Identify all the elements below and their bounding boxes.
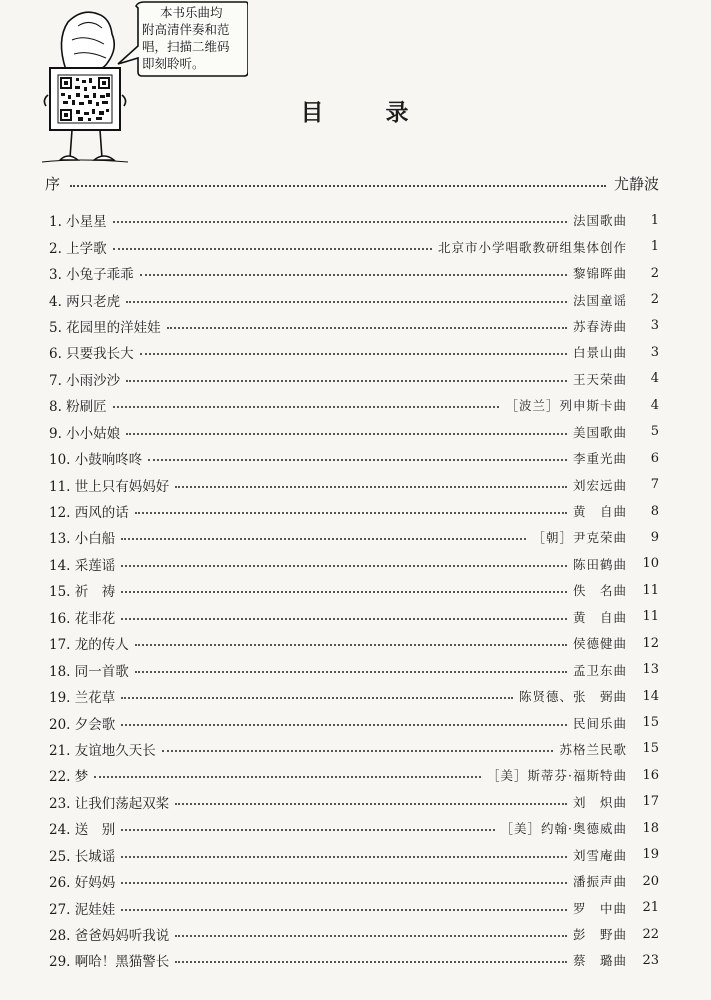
toc-entry[interactable]	[49, 683, 659, 709]
toc-entry[interactable]	[49, 313, 659, 339]
toc-entry[interactable]	[49, 551, 659, 577]
song-credit: 美国歌曲	[572, 424, 627, 440]
toc-entry[interactable]	[49, 894, 659, 920]
dot-leader	[126, 301, 567, 303]
song-title: 7. 小雨沙沙	[49, 372, 121, 389]
page-number: 22	[642, 926, 659, 942]
song-title: 3. 小兔子乖乖	[49, 267, 134, 284]
song-credit: 黄 自曲	[572, 609, 627, 625]
song-title: 12. 西风的话	[49, 505, 129, 522]
song-credit: ［美］斯蒂芬·福斯特曲	[487, 768, 627, 784]
page-number: 1	[650, 212, 659, 228]
song-title: 14. 采莲谣	[49, 557, 116, 574]
table-of-contents	[49, 207, 659, 974]
bubble-line: 即刻聆听。	[142, 56, 205, 71]
page-number: 13	[642, 662, 659, 678]
song-credit: 苏格兰民歌	[559, 741, 627, 757]
dot-leader	[135, 644, 567, 646]
song-title: 27. 泥娃娃	[49, 901, 116, 918]
song-credit: 潘振声曲	[572, 874, 627, 890]
dot-leader	[148, 459, 567, 461]
song-credit: 法国歌曲	[572, 213, 627, 229]
song-credit: 法国童谣	[572, 292, 627, 308]
dot-leader	[126, 433, 567, 435]
page-number: 17	[642, 794, 659, 810]
song-title: 15. 祈 祷	[49, 584, 116, 601]
preface-label: 序	[45, 174, 61, 193]
toc-entry[interactable]	[49, 392, 659, 418]
bubble-line: 附高清伴奏和范	[142, 22, 230, 37]
toc-entry[interactable]	[49, 207, 659, 233]
toc-entry[interactable]	[49, 815, 659, 841]
song-credit: 陈贤德、张 弼曲	[518, 689, 627, 705]
song-title: 16. 花非花	[49, 610, 116, 627]
song-title: 24. 送 别	[49, 822, 116, 839]
page-number: 8	[650, 503, 659, 519]
song-credit: 陈田鹤曲	[572, 556, 627, 572]
page-number: 3	[650, 318, 659, 334]
page-number: 2	[650, 292, 659, 308]
song-title: 28. 爸爸妈妈听我说	[49, 928, 170, 945]
dot-leader	[175, 961, 567, 963]
song-credit: 苏春涛曲	[572, 318, 627, 334]
dot-leader	[167, 327, 567, 329]
dot-leader	[113, 248, 432, 250]
page-number: 6	[650, 450, 659, 466]
song-title: 9. 小小姑娘	[49, 425, 121, 442]
page-number: 7	[650, 477, 659, 493]
dot-leader	[121, 882, 567, 884]
toc-entry[interactable]	[49, 260, 659, 286]
dot-leader	[121, 829, 494, 831]
dot-leader	[135, 512, 567, 514]
song-credit: 黄 自曲	[572, 504, 627, 520]
toc-entry[interactable]	[49, 419, 659, 445]
song-credit: 罗 中曲	[572, 900, 627, 916]
song-credit: 黎锦晖曲	[572, 266, 627, 282]
toc-entry[interactable]	[49, 524, 659, 550]
dot-leader	[94, 776, 481, 778]
dot-leader	[121, 697, 513, 699]
song-title: 21. 友谊地久天长	[49, 742, 156, 759]
page-number: 4	[650, 397, 659, 413]
dot-leader	[113, 221, 567, 223]
page-number: 12	[642, 635, 659, 651]
page-number: 2	[650, 265, 659, 281]
song-title: 18. 同一首歌	[49, 663, 129, 680]
page-number: 21	[642, 900, 659, 916]
toc-entry[interactable]	[49, 498, 659, 524]
song-title: 26. 好妈妈	[49, 875, 116, 892]
page-number: 15	[642, 715, 659, 731]
speech-bubble-text	[142, 4, 250, 72]
toc-entry[interactable]	[49, 233, 659, 259]
dot-leader	[121, 565, 567, 567]
page-title: 目录	[300, 100, 471, 126]
page-number: 11	[642, 582, 659, 598]
song-credit: 白景山曲	[572, 345, 627, 361]
song-credit: 民间乐曲	[572, 715, 627, 731]
bubble-line: 本书乐曲均	[160, 5, 223, 20]
dot-leader	[121, 724, 567, 726]
page-number: 1	[650, 239, 659, 255]
song-title: 20. 夕会歌	[49, 716, 116, 733]
toc-entry[interactable]	[49, 630, 659, 656]
preface-author: 尤静波	[613, 174, 659, 193]
page-number: 19	[642, 847, 659, 863]
preface-entry[interactable]	[45, 170, 659, 196]
page-number: 9	[650, 529, 659, 545]
song-credit: ［朝］尹克荣曲	[532, 530, 627, 546]
page-number: 18	[642, 820, 659, 836]
toc-entry[interactable]	[49, 656, 659, 682]
song-title: 1. 小星星	[49, 214, 107, 231]
dot-leader	[162, 750, 554, 752]
toc-entry[interactable]	[49, 471, 659, 497]
song-title: 11. 世上只有妈妈好	[49, 478, 170, 495]
dot-leader	[121, 856, 567, 858]
song-credit: 王天荣曲	[572, 371, 627, 387]
page-number: 11	[642, 609, 659, 625]
song-credit: 刘 炽曲	[572, 794, 627, 810]
song-title: 22. 梦	[49, 769, 89, 786]
page-number: 3	[650, 344, 659, 360]
dot-leader	[70, 185, 606, 187]
toc-entry[interactable]	[49, 762, 659, 788]
page-number: 4	[650, 371, 659, 387]
song-title: 6. 只要我长大	[49, 346, 134, 363]
page-number: 5	[650, 424, 659, 440]
toc-entry[interactable]	[49, 947, 659, 973]
bubble-line: 唱，扫描二维码	[142, 39, 230, 54]
song-title: 5. 花园里的洋娃娃	[49, 319, 161, 336]
dot-leader	[126, 380, 567, 382]
song-credit: 侯德健曲	[572, 636, 627, 652]
toc-entry[interactable]	[49, 709, 659, 735]
dot-leader	[135, 671, 567, 673]
dot-leader	[140, 274, 567, 276]
page-number: 14	[642, 688, 659, 704]
song-title: 2. 上学歌	[49, 240, 107, 257]
song-title: 29. 啊哈！黑猫警长	[49, 954, 170, 971]
song-title: 10. 小鼓响咚咚	[49, 452, 143, 469]
dot-leader	[175, 486, 567, 488]
toc-entry[interactable]	[49, 604, 659, 630]
toc-entry[interactable]	[49, 921, 659, 947]
song-credit: 北京市小学唱歌教研组集体创作	[437, 239, 627, 255]
toc-entry[interactable]	[49, 868, 659, 894]
song-credit: 孟卫东曲	[572, 662, 627, 678]
song-credit: 蔡 璐曲	[572, 953, 627, 969]
song-credit: 彭 野曲	[572, 927, 627, 943]
dot-leader	[140, 353, 567, 355]
dot-leader	[113, 406, 500, 408]
song-title: 17. 龙的传人	[49, 637, 129, 654]
page-number: 15	[642, 741, 659, 757]
song-credit: 李重光曲	[572, 451, 627, 467]
page-number: 10	[642, 556, 659, 572]
toc-entry[interactable]	[49, 842, 659, 868]
song-title: 19. 兰花草	[49, 690, 116, 707]
song-credit: ［波兰］列申斯卡曲	[505, 398, 627, 414]
dot-leader	[121, 909, 567, 911]
dot-leader	[121, 538, 526, 540]
song-credit: ［美］约翰·奥德威曲	[500, 821, 627, 837]
page-number: 23	[642, 952, 659, 968]
song-title: 4. 两只老虎	[49, 293, 121, 310]
page-number: 16	[642, 767, 659, 783]
toc-entry[interactable]	[49, 577, 659, 603]
toc-entry[interactable]	[49, 366, 659, 392]
dot-leader	[121, 618, 567, 620]
dot-leader	[175, 935, 567, 937]
toc-entry[interactable]	[49, 736, 659, 762]
toc-entry[interactable]	[49, 339, 659, 365]
character-head	[61, 12, 114, 72]
song-title: 25. 长城谣	[49, 848, 116, 865]
song-credit: 刘雪庵曲	[572, 847, 627, 863]
dot-leader	[121, 591, 567, 593]
page-number: 20	[642, 873, 659, 889]
song-credit: 佚 名曲	[572, 583, 627, 599]
song-title: 23. 让我们荡起双桨	[49, 795, 170, 812]
song-title: 13. 小白船	[49, 531, 116, 548]
song-title: 8. 粉刷匠	[49, 399, 107, 416]
dot-leader	[175, 803, 567, 805]
toc-entry[interactable]	[49, 286, 659, 312]
toc-entry[interactable]	[49, 445, 659, 471]
song-credit: 刘宏远曲	[572, 477, 627, 493]
toc-entry[interactable]	[49, 789, 659, 815]
